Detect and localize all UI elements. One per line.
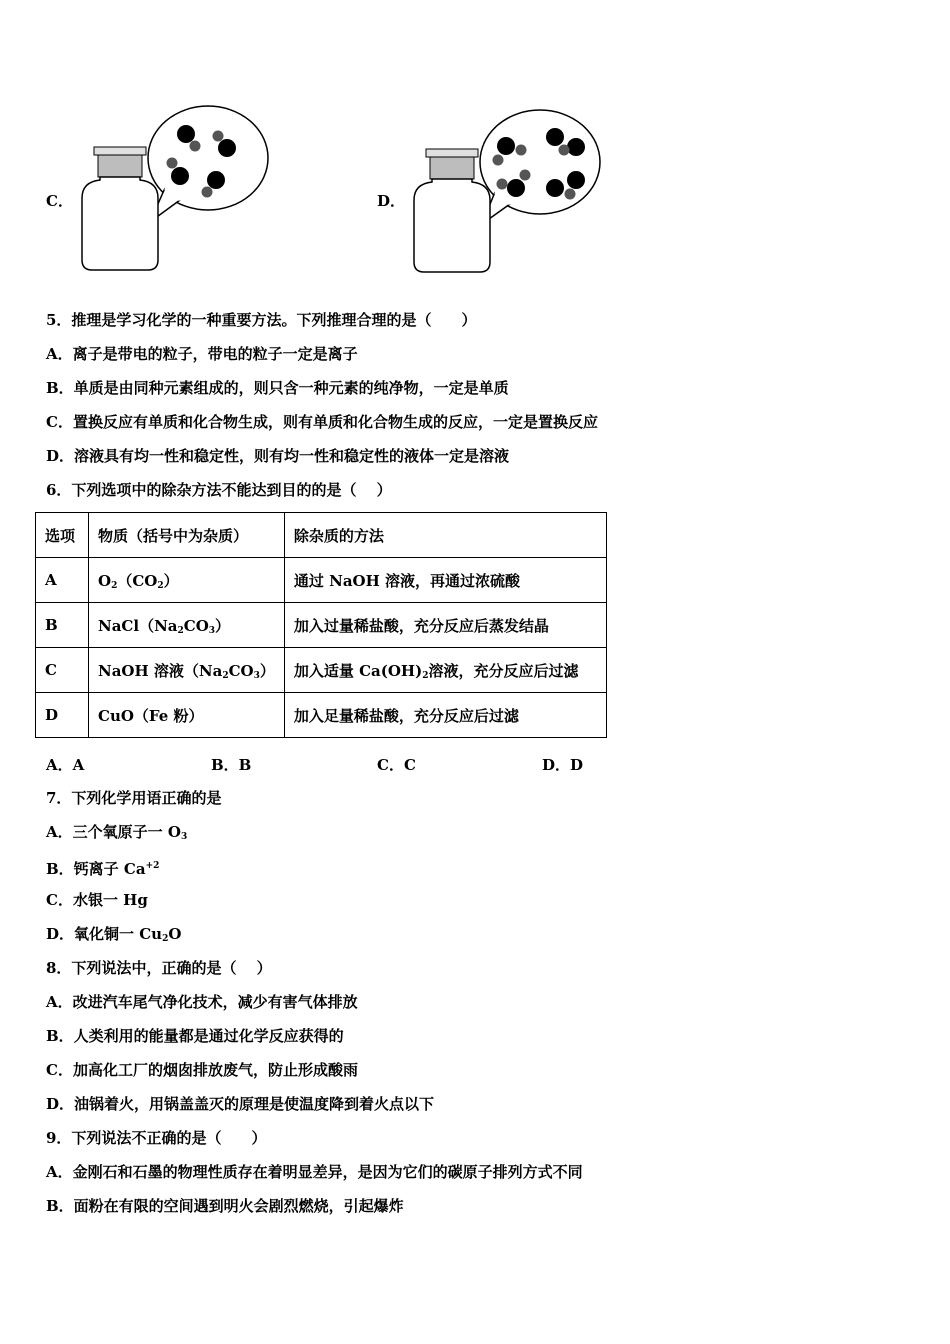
figure-c-bottle [70,100,280,275]
row-option: A [36,558,89,603]
table-row [36,693,607,738]
q8-option-b: B．人类利用的能量都是通过化学反应获得的 [46,1027,344,1045]
q5-option-b: B．单质是由同种元素组成的，则只含一种元素的纯净物，一定是单质 [46,379,509,397]
table-row [36,558,607,603]
q6-answer-d: D．D [542,756,584,774]
q9-stem: 9．下列说法不正确的是（ ） [46,1129,267,1147]
row-method: 加入足量稀盐酸，充分反应后过滤 [284,693,606,738]
q6-answer-a: A．A [46,756,85,774]
table-row [36,648,607,693]
row-method: 通过 NaOH 溶液，再通过浓硫酸 [284,558,606,603]
q7-option-c: C．水银一 Hg [46,891,148,909]
row-option: D [36,693,89,738]
table-header-row [36,513,607,558]
q6-stem: 6．下列选项中的除杂方法不能达到目的的是（ ） [46,481,392,499]
q8-option-c: C．加高化工厂的烟囱排放废气，防止形成酸雨 [46,1061,358,1079]
figure-d-bottle [402,100,612,275]
row-method: 加入过量稀盐酸，充分反应后蒸发结晶 [284,603,606,648]
figure-d-label: D． [377,192,406,210]
q7-option-b: B．钙离子 $Ca^{+2}$ [46,860,160,878]
q6-table [35,512,607,738]
q7-option-d: D．氧化铜一 $Cu_2O$ [46,925,182,944]
q8-option-d: D．油锅着火，用锅盖盖灭的原理是使温度降到着火点以下 [46,1095,435,1113]
row-substance: $O_2(CO_2)$ [89,558,285,603]
q7-stem: 7．下列化学用语正确的是 [46,789,222,807]
header-method: 除杂质的方法 [284,513,606,558]
q6-answer-b: B．B [211,756,252,774]
q8-stem: 8．下列说法中，正确的是（ ） [46,959,272,977]
row-substance: CuO（Fe 粉） [89,693,285,738]
q5-option-d: D．溶液具有均一性和稳定性，则有均一性和稳定性的液体一定是溶液 [46,447,510,465]
row-method: 加入适量 $Ca(OH)_2$溶液，充分反应后过滤 [284,648,606,693]
row-option: B [36,603,89,648]
q8-option-a: A．改进汽车尾气净化技术，减少有害气体排放 [46,993,358,1011]
q7-option-a: A．三个氧原子一 $O_3$ [46,823,188,842]
figure-c-label: C． [46,192,73,210]
q9-option-a: A．金刚石和石墨的物理性质存在着明显差异，是因为它们的碳原子排列方式不同 [46,1163,583,1181]
row-substance: $NaCl(Na_2CO_3)$ [89,603,285,648]
row-option: C [36,648,89,693]
row-substance: NaOH 溶液$(Na_2CO_3)$ [89,648,285,693]
q9-option-b: B．面粉在有限的空间遇到明火会剧烈燃烧，引起爆炸 [46,1197,404,1215]
table-row [36,603,607,648]
q5-option-a: A．离子是带电的粒子，带电的粒子一定是离子 [46,345,358,363]
header-option: 选项 [36,513,89,558]
q5-stem: 5．推理是学习化学的一种重要方法。下列推理合理的是（ ） [46,311,477,329]
q5-option-c: C．置换反应有单质和化合物生成，则有单质和化合物生成的反应，一定是置换反应 [46,413,598,431]
header-substance: 物质（括号中为杂质） [89,513,285,558]
q6-answer-c: C．C [377,756,416,774]
